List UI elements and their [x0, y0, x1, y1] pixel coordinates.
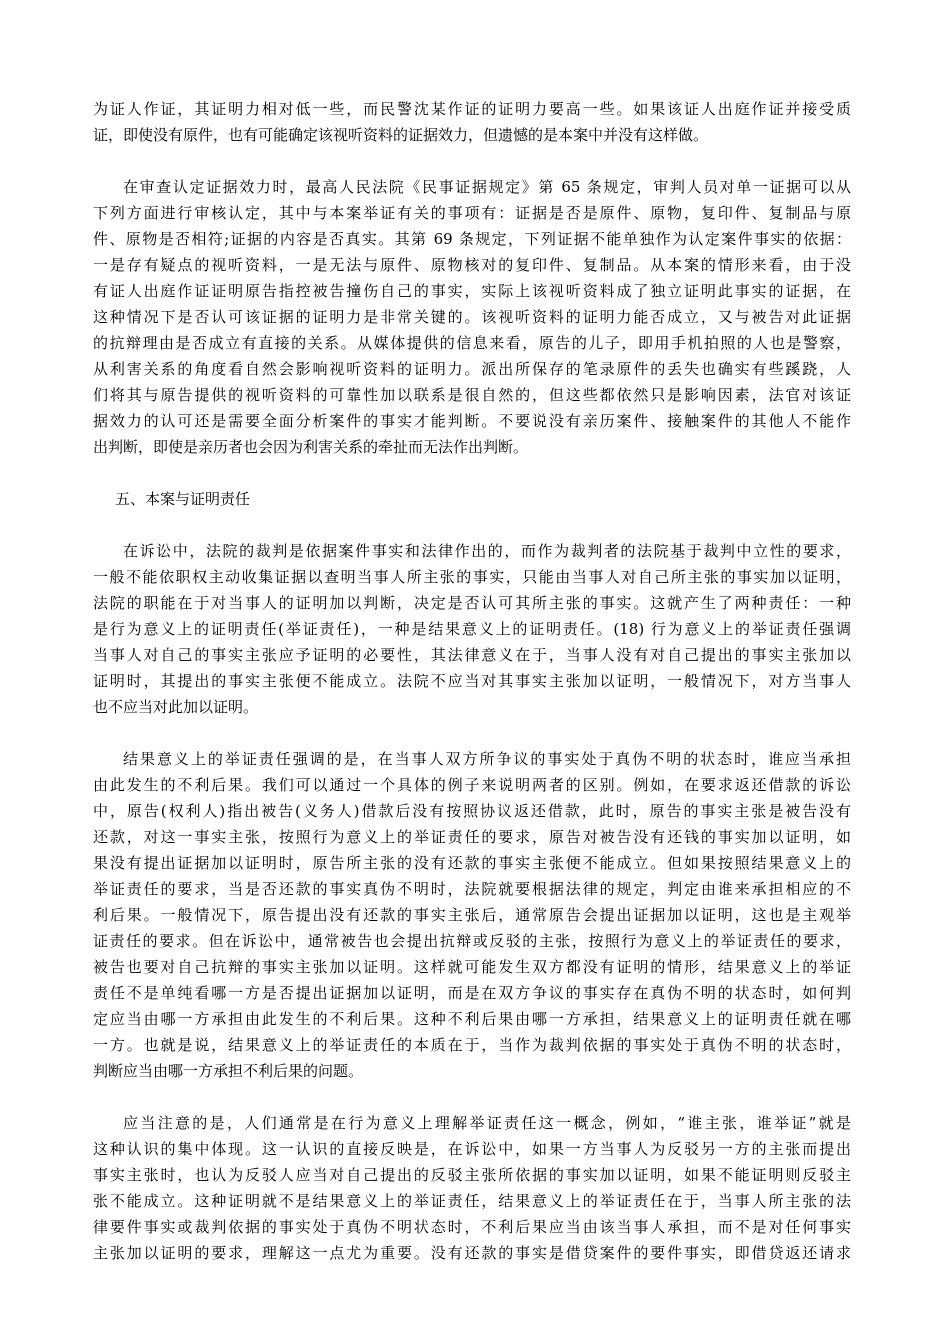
- text-line: 是行为意义上的证明责任(举证责任)，一种是结果意义上的证明责任。(18) 行为意义上的举证责任强调: [93, 620, 851, 638]
- text-line: 还款，对这一事实主张，按照行为意义上的举证责任的要求，原告对被告没有还钱的事实加以证明，如: [93, 828, 851, 846]
- text-line: 被告也要对自己抗辩的事实主张加以证明。这样就可能发生双方都没有证明的情形，结果意义上的举证: [93, 958, 851, 976]
- text-line: 据效力的认可还是需要全面分析案件的事实才能判断。不要说没有亲历案件、接触案件的其他人不能作: [93, 412, 851, 430]
- document-page: [93, 96, 851, 1292]
- text-line: 从利害关系的角度看自然会影响视听资料的证明力。派出所保存的笔录原件的丢失也确实有些蹊跷，人: [93, 360, 851, 378]
- text-line: 法院的职能在于对当事人的证明加以判断，决定是否认可其所主张的事实。这就产生了两种责任：一种: [93, 594, 851, 612]
- text-line: 证明时，其提出的事实主张便不能成立。法院不应当对其事实主张加以证明，一般情况下，对方当事人: [93, 672, 851, 690]
- text-line: 证责任的要求。但在诉讼中，通常被告也会提出抗辩或反驳的主张，按照行为意义上的举证责任的要求，: [93, 932, 851, 950]
- text-line: 一方。也就是说，结果意义上的举证责任的本质在于，当作为裁判依据的事实处于真伪不明的状态时，: [93, 1036, 851, 1054]
- text-line: 当事人对自己的事实主张应予证明的必要性，其法律意义在于，当事人没有对自己提出的事实主张加以: [93, 646, 851, 664]
- text-line: 这种情况下是否认可该证据的证明力是非常关键的。该视听资料的证明力能否成立，又与被告对此证据: [93, 308, 851, 326]
- text-line: 主张加以证明的要求，理解这一点尤为重要。没有还款的事实是借贷案件的要件事实，即借贷返还请求: [93, 1244, 851, 1262]
- text-line: 下列方面进行审核认定，其中与本案举证有关的事项有：证据是否是原件、原物，复印件、复制品与原: [93, 204, 851, 222]
- text-line: 判断应当由哪一方承担不利后果的问题。: [93, 1062, 364, 1080]
- paragraph-4: [93, 746, 851, 1084]
- paragraph-1: [93, 96, 851, 148]
- paragraph-5: [93, 1110, 851, 1266]
- text-line: 应当注意的是，人们通常是在行为意义上理解举证责任这一概念，例如，“谁主张，谁举证”就是: [123, 1114, 851, 1132]
- text-line: 一是存有疑点的视听资料，一是无法与原件、原物核对的复印件、复制品。从本案的情形来看，由于没: [93, 256, 851, 274]
- text-line: 证，即使没有原件，也有可能确定该视听资料的证据效力，但遗憾的是本案中并没有这样做。: [93, 126, 709, 144]
- text-line: 这种认识的集中体现。这一认识的直接反映是，在诉讼中，如果一方当事人为反驳另一方的主张而提出: [93, 1140, 851, 1158]
- paragraph-3: [93, 538, 851, 720]
- text-line: 在诉讼中，法院的裁判是依据案件事实和法律作出的，而作为裁判者的法院基于裁判中立性的要求，: [123, 542, 851, 560]
- text-line: 的抗辩理由是否成立有直接的关系。从媒体提供的信息来看，原告的儿子，即用手机拍照的人也是警察，: [93, 334, 851, 352]
- text-line: 果没有提出证据加以证明时，原告所主张的没有还款的事实主张便不能成立。但如果按照结果意义上的: [93, 854, 851, 872]
- text-line: 也不应当对此加以证明。: [93, 698, 259, 716]
- text-line: 为证人作证，其证明力相对低一些，而民警沈某作证的证明力要高一些。如果该证人出庭作证并接受质: [93, 100, 851, 118]
- text-line: 件、原物是否相符;证据的内容是否真实。其第 69 条规定，下列证据不能单独作为认定案件事实的依据：: [93, 230, 851, 248]
- text-line: 中，原告(权利人)指出被告(义务人)借款后没有按照协议返还借款，此时，原告的事实主张是被告没有: [93, 802, 851, 820]
- text-line: 在审查认定证据效力时，最高人民法院《民事证据规定》第 65 条规定，审判人员对单一证据可以从: [123, 178, 851, 196]
- text-line: 结果意义上的举证责任强调的是，在当事人双方所争议的事实处于真伪不明的状态时，谁应当承担: [123, 750, 851, 768]
- text-line: 一般不能依职权主动收集证据以查明当事人所主张的事实，只能由当事人对自己所主张的事实加以证明，: [93, 568, 851, 586]
- text-line: 出判断，即使是亲历者也会因为利害关系的牵扯而无法作出判断。: [93, 438, 529, 456]
- text-line: 利后果。一般情况下，原告提出没有还款的事实主张后，通常原告会提出证据加以证明，这也是主观举: [93, 906, 851, 924]
- text-line: 举证责任的要求，当是否还款的事实真伪不明时，法院就要根据法律的规定，判定由谁来承担相应的不: [93, 880, 851, 898]
- text-line: 有证人出庭作证证明原告指控被告撞伤自己的事实，实际上该视听资料成了独立证明此事实的证据，在: [93, 282, 851, 300]
- text-line: 事实主张时，也认为反驳人应当对自己提出的反驳主张所依据的事实加以证明，如果不能证明则反驳主: [93, 1166, 851, 1184]
- text-line: 律要件事实或裁判依据的事实处于真伪不明状态时，不利后果应当由该当事人承担，而不是对任何事实: [93, 1218, 851, 1236]
- section-heading: 五、本案与证明责任: [115, 490, 251, 508]
- text-line: 责任不是单纯看哪一方是否提出证据加以证明，而是在双方争议的事实存在真伪不明的状态时，如何判: [93, 984, 851, 1002]
- paragraph-2: [93, 174, 851, 460]
- text-line: 定应当由哪一方承担由此发生的不利后果。这种不利后果由哪一方承担，结果意义上的证明责任就在哪: [93, 1010, 851, 1028]
- text-line: 们将其与原告提供的视听资料的可靠性加以联系是很自然的，但这些都依然只是影响因素，法官对该证: [93, 386, 851, 404]
- text-line: 由此发生的不利后果。我们可以通过一个具体的例子来说明两者的区别。例如，在要求返还借款的诉讼: [93, 776, 851, 794]
- text-line: 张不能成立。这种证明就不是结果意义上的举证责任，结果意义上的举证责任在于，当事人所主张的法: [93, 1192, 851, 1210]
